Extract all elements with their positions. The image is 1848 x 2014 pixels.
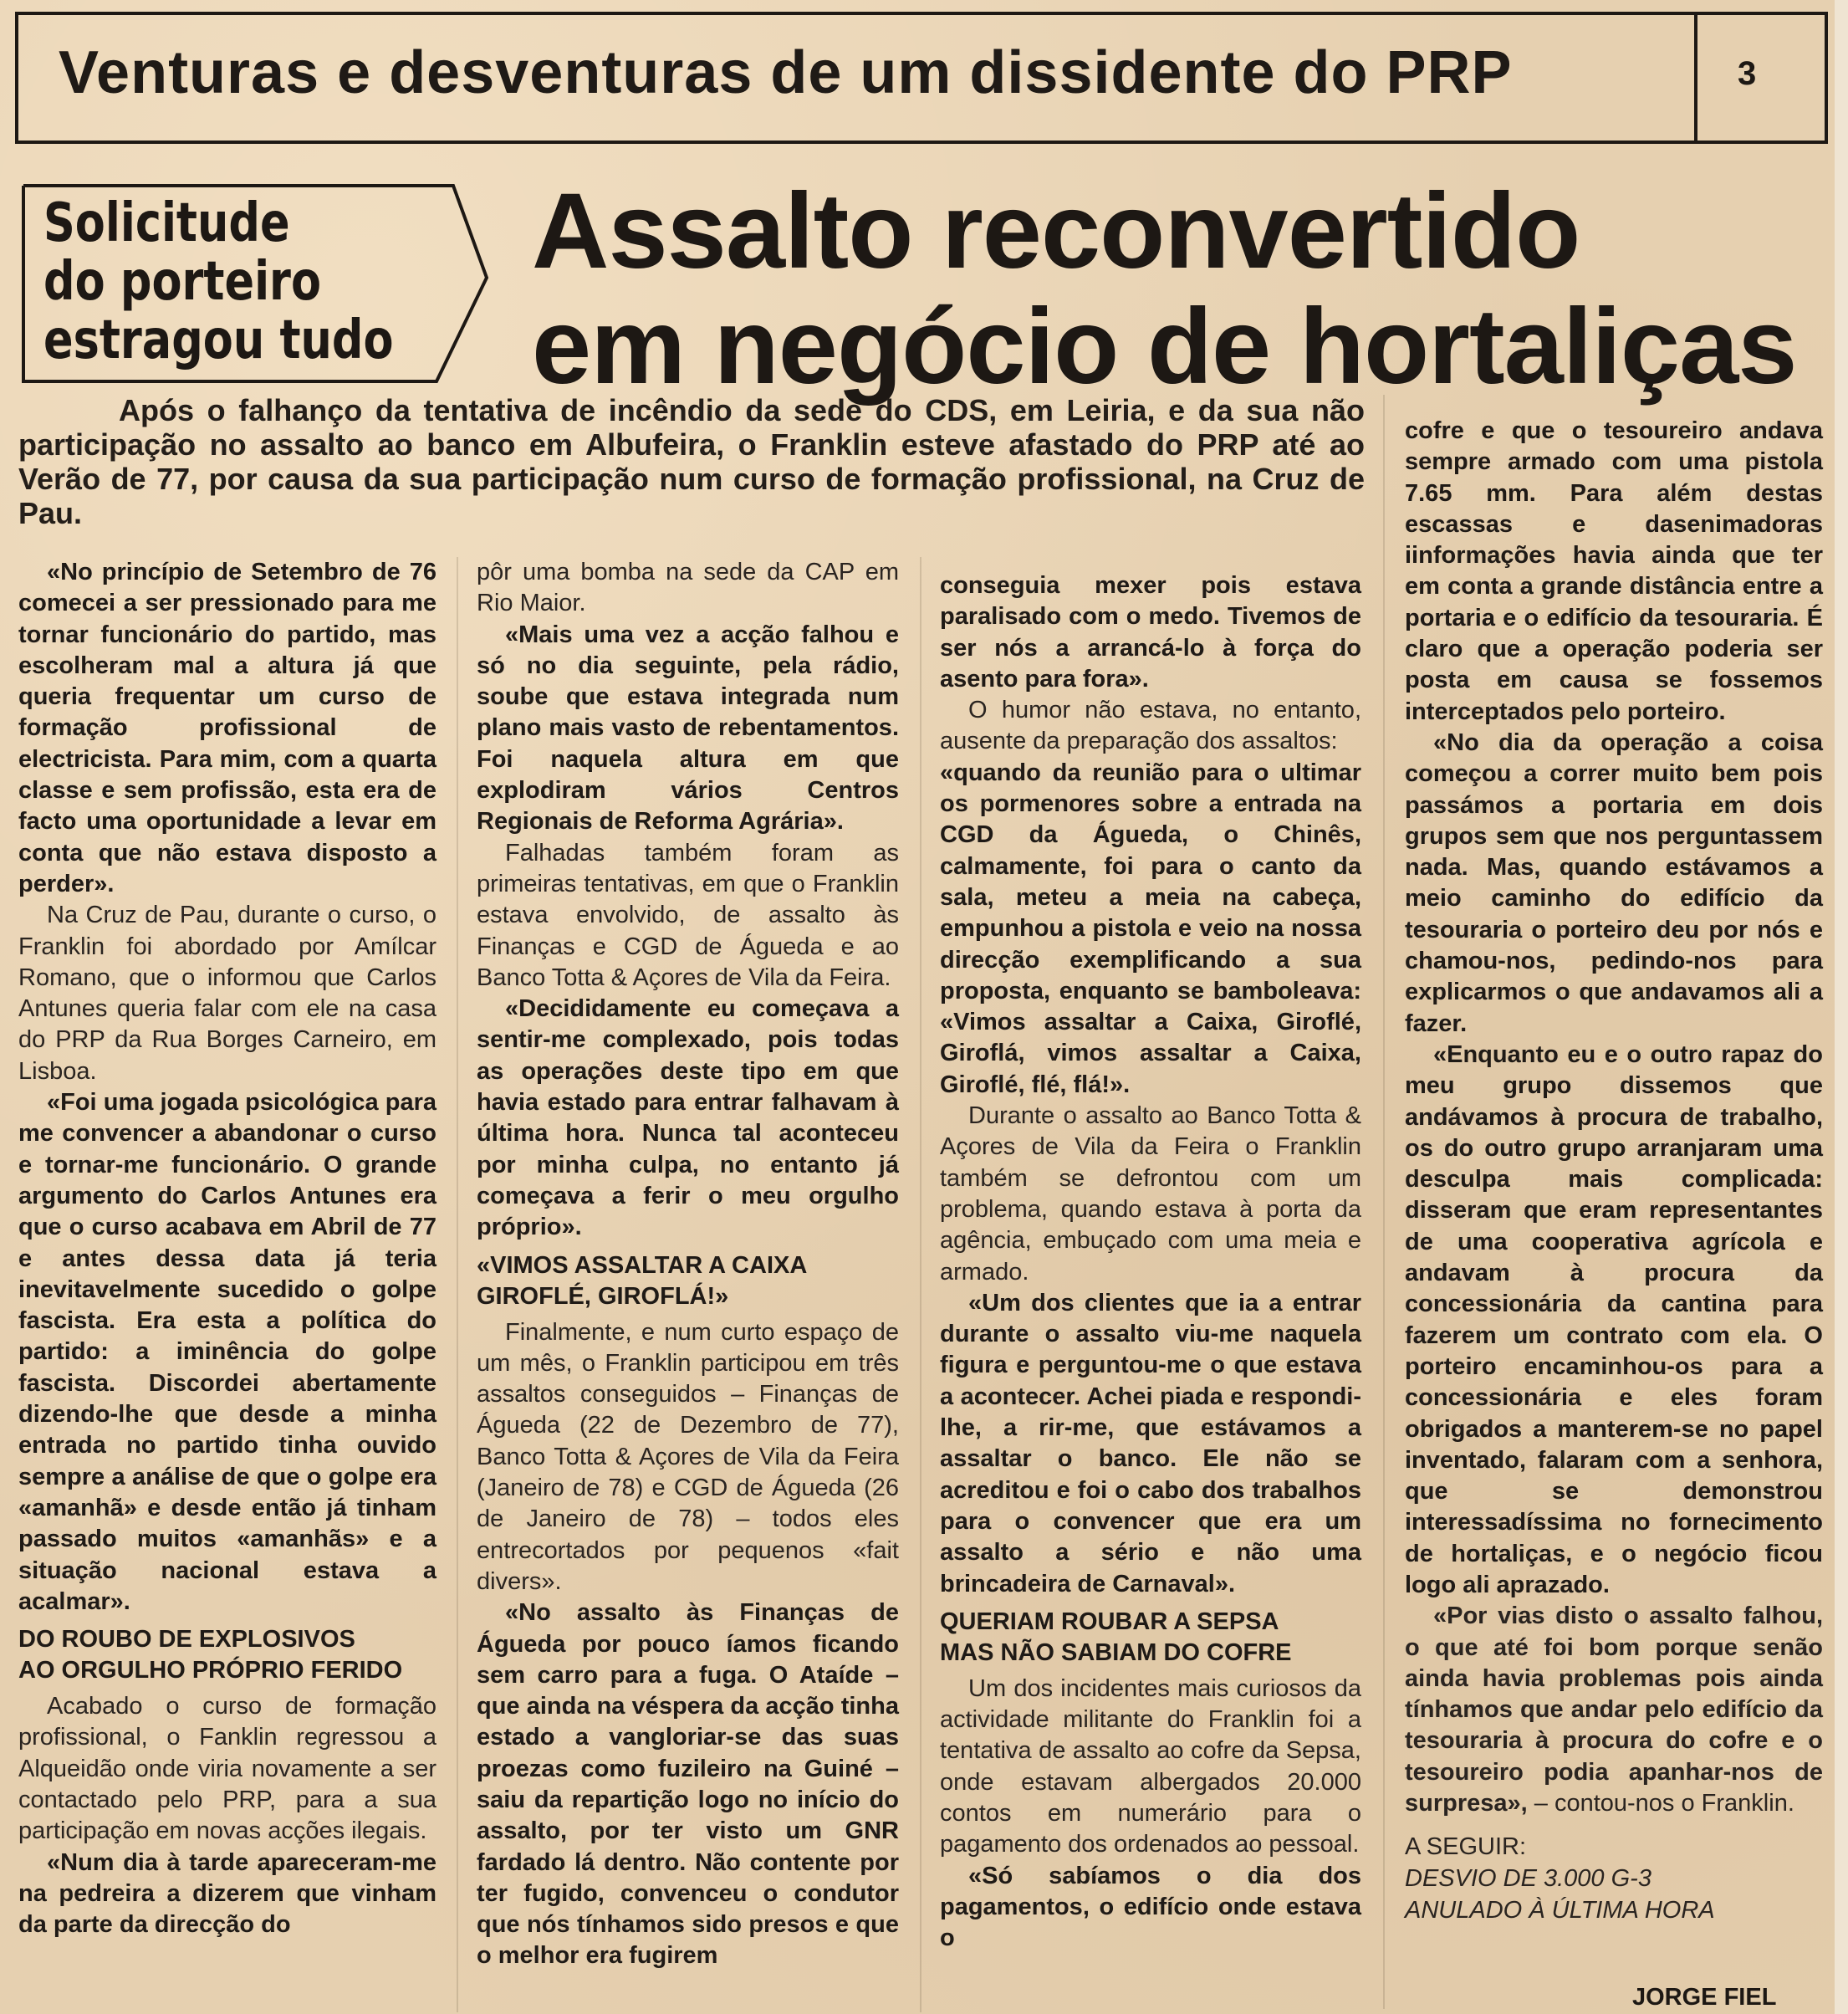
continued-title-line: ANULADO À ÚLTIMA HORA [1405,1897,1715,1925]
byline: JORGE FIEL [1632,1984,1777,2011]
continued-title-line: DESVIO DE 3.000 G-3 [1405,1865,1651,1893]
paragraph: «Foi uma jogada psicológica para me convencer a abandonar o curso e tornar-me funcionário. O grande argumento do Carlos Antunes era que o curso acabava em Abril de 77 e antes dessa data já teria inevitavelmente sucedido o golpe fascista. Era esta a política do partido: a iminência do golpe fascista. Discordei abertamente dizendo-lhe que desde a minha entrada no partido tinha ouvido sempre a análise de que o golpe era «amanhã» e desde então já tinham passado muitos «amanhãs» e a situação nacional estava a acalmar». [18,1089,436,1615]
article-column-2 [477,557,899,1972]
subheading [477,1250,899,1312]
paragraph: «Num dia à tarde apareceram-me na pedreira a dizerem que vinham da parte da direcção do [18,1848,436,1939]
paragraph: Finalmente, e num curto espaço de um mês, o Franklin participou em três assaltos conseguidos – Finanças de Águeda (22 de Dezembro de 77), Banco Totta & Açores de Vila da Feira (Janeiro de 78) e CGD de Águeda (26 de Janeiro de 78) – todos eles entrecortados por pequenos «fait divers». [477,1318,899,1595]
subheading-line: QUERIAM ROUBAR A SEPSA [940,1608,1279,1635]
attribution-text: – contou-nos o Franklin. [1527,1790,1794,1817]
lead-paragraph: Após o falhanço da tentativa de incêndio da sede do CDS, em Leiria, e da sua não participação no assalto ao banco em Albufeira, o Franklin esteve afastado do PRP até ao Verão de 77, por causa da sua participação num curso de formação profissional, na Cruz de Pau. [18,393,1365,530]
paragraph [1405,1601,1823,1819]
page-edge [1835,0,1848,2014]
subheading-line: MAS NÃO SABIAM DO COFRE [940,1638,1292,1666]
subheading [940,1607,1361,1669]
column-rule [920,557,921,2012]
article-column-1 [18,557,436,1940]
paragraph: «quando da reunião para o ultimar os pormenores sobre a entrada na CGD da Águeda, o Chinês, calmamente, foi para o canto da sala, meteu a meia na cabeça, empunhou a pistola e veio na nossa direcção exemplificando a sua proposta, enquanto se bamboleava: «Vimos assaltar a Caixa, Giroflé, Giroflá, vimos assaltar a Caixa, Giroflé, flé, flá!». [940,759,1361,1098]
paragraph: «Decididamente eu começava a sentir-me complexado, pois todas as operações deste tipo em que havia estado para entrar falhavam à última hora. Nunca tal aconteceu por minha culpa, no entanto já começava a ferir o meu orgulho próprio». [477,995,899,1241]
section-header-title: Venturas e desventuras de um dissidente do PRP [59,39,1513,106]
kicker [43,192,394,371]
subheading-line: GIROFLÉ, GIROFLÁ!» [477,1282,729,1310]
paragraph: «No dia da operação a coisa começou a correr muito bem pois passámos a portaria em dois grupos sem que nos perguntassem nada. Mas, quando estávamos a meio caminho do edifício da tesouraria o porteiro deu por nós e chamou-nos, pedindo-nos para explicarmos o que andavamos ali a fazer. [1405,728,1823,1037]
paragraph: «Enquanto eu e o outro rapaz do meu grupo dissemos que andávamos à procura de trabalho, os do outro grupo arranjaram uma desculpa mais complicada: disseram que eram representantes de uma cooperativa agrícola e andavam à procura da concessionária da cantina para fazerem um contrato com ela. O porteiro encaminhou-os para a concessionária e eles foram obrigados a manterem-se no papel inventado, falaram com a senhora, que se demonstrou interessadíssima no fornecimento de hortaliças, e o negócio ficou logo ali aprazado. [1405,1040,1823,1598]
subheading-line: AO ORGULHO PRÓPRIO FERIDO [18,1657,403,1684]
kicker-line: do porteiro [43,251,321,313]
paragraph: «No assalto às Finanças de Águeda por pouco íamos ficando sem carro para a fuga. O Ataíde – que ainda na véspera da acção tinha estado a vangloriar-se das suas proezas como fuzileiro na Guiné – saiu da repartição logo no início do assalto, por ter visto um GNR fardado lá dentro. Não contente por ter fugido, convenceu o condutor que nós tínhamos sido presos e que o melhor era fugirem [477,1599,899,1970]
page-number: 3 [1738,55,1757,92]
paragraph: O humor não estava, no entanto, ausente da preparação dos assaltos: [940,697,1361,755]
paragraph: pôr uma bomba na sede da CAP em Rio Maior. [477,559,899,617]
subheading-line: «VIMOS ASSALTAR A CAIXA [477,1251,808,1279]
paragraph: Acabado o curso de formação profissional, o Fanklin regressou a Alqueidão onde viria novamente a ser contactado pelo PRP, para a sua participação em novas acções ilegais. [18,1693,436,1845]
paragraph: Durante o assalto ao Banco Totta & Açores de Vila da Feira o Franklin também se defrontou com um problema, quando estava à porta da agência, embuçado com uma meia e armado. [940,1102,1361,1286]
paragraph: «Mais uma vez a acção falhou e só no dia seguinte, pela rádio, soube que estava integrada num plano mais vasto de rebentamentos. Foi naquela altura em que explodiram vários Centros Regionais de Reforma Agrária». [477,621,899,836]
article-column-3 [940,570,1361,1954]
column-rule [457,557,458,2012]
continued-notice [1405,1831,1823,1926]
paragraph: Na Cruz de Pau, durante o curso, o Franklin foi abordado por Amílcar Romano, que o informou que Carlos Antunes queria falar com ele na casa do PRP da Rua Borges Carneiro, em Lisboa. [18,902,436,1085]
kicker-line: estragou tudo [43,309,394,371]
kicker-line: Solicitude [43,192,290,254]
quote-text: «Por vias disto o assalto falhou, o que até foi bom porque senão ainda havia problemas pois ainda tínhamos que andar pelo edifício da tesouraria à procura do cofre e o tesoureiro podia apanhar-nos de surpresa», [1405,1603,1823,1817]
header-divider [1694,12,1697,144]
column-rule [1383,395,1385,2009]
subheading-line: DO ROUBO DE EXPLOSIVOS [18,1626,355,1654]
headline-line: Assalto reconvertido [532,171,1580,291]
subheading [18,1624,436,1686]
paragraph: conseguia mexer pois estava paralisado com o medo. Tivemos de ser nós a arrancá-lo à força do asento para fora». [940,572,1361,693]
paragraph: «No princípio de Setembro de 76 comecei a ser pressionado para me tornar funcionário do partido, mas escolheram mal a altura já que queria frequentar um curso de formação profissional de electricista. Para mim, com a quarta classe e sem profissão, esta era de facto uma oportunidade a levar em conta que não estava disposto a perder». [18,559,436,897]
paragraph: cofre e que o tesoureiro andava sempre armado com uma pistola 7.65 mm. Para além destas escassas e dasenimadoras iinformações havia ainda que ter em conta a grande distância entre a portaria e o edifício da tesouraria. É claro que a operação poderia ser posta em causa se fossemos interceptados pelo porteiro. [1405,417,1823,725]
paragraph: «Um dos clientes que ia a entrar durante o assalto viu-me naquela figura e perguntou-me o que estava a acontecer. Achei piada e respondi-lhe, a rir-me, que estávamos a assaltar o banco. Ele não se acreditou e foi o cabo dos trabalhos para o convencer que era um assalto a sério e não uma brincadeira de Carnaval». [940,1289,1361,1597]
continued-label: A SEGUIR: [1405,1833,1527,1861]
headline [532,171,1820,406]
paragraph: Falhadas também foram as primeiras tentativas, em que o Franklin estava envolvido, de assalto às Finanças e CGD de Águeda e ao Banco Totta & Açores de Vila da Feira. [477,839,899,991]
article-column-4 [1405,416,1823,1926]
paragraph: Um dos incidentes mais curiosos da actividade militante do Franklin foi a tentativa de assalto ao cofre da Sepsa, onde estavam albergados 20.000 contos em numerário para o pagamento dos ordenados ao pessoal. [940,1674,1361,1858]
headline-line: em negócio de hortaliças [532,287,1797,406]
paragraph: «Só sabíamos o dia dos pagamentos, o edifício onde estava o [940,1862,1361,1952]
